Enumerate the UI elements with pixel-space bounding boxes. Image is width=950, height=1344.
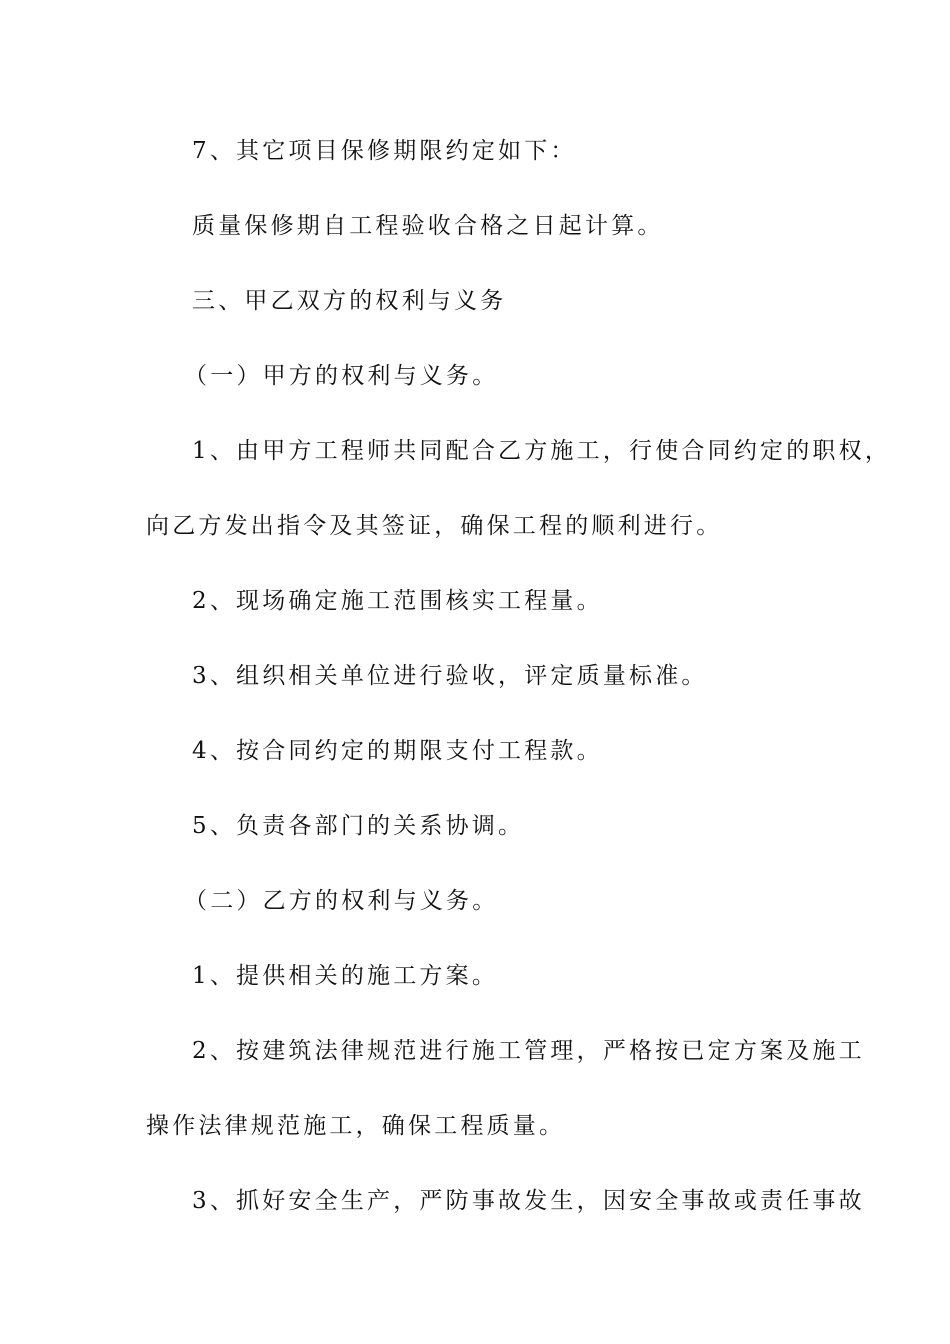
subsection-heading-b: （二）乙方的权利与义务。: [184, 888, 499, 914]
paragraph-line-14: 操作法律规范施工，确保工程质量。: [146, 1113, 566, 1139]
subsection-heading-a: （一）甲方的权利与义务。: [184, 363, 499, 389]
section-heading-3: 三、甲乙双方的权利与义务: [192, 288, 507, 314]
paragraph-line-6: 向乙方发出指令及其签证，确保工程的顺利进行。: [146, 513, 723, 539]
paragraph-line-13: 2、按建筑法律规范进行施工管理，严格按已定方案及施工: [192, 1038, 865, 1064]
paragraph-line-2: 质量保修期自工程验收合格之日起计算。: [192, 213, 664, 239]
paragraph-line-15: 3、抓好安全生产，严防事故发生，因安全事故或责任事故: [192, 1188, 865, 1214]
paragraph-line-10: 5、负责各部门的关系协调。: [192, 813, 525, 839]
paragraph-line-12: 1、提供相关的施工方案。: [192, 963, 499, 989]
paragraph-line-7: 2、现场确定施工范围核实工程量。: [192, 588, 603, 614]
paragraph-line-1: 7、其它项目保修期限约定如下：: [192, 138, 577, 164]
paragraph-line-5: 1、由甲方工程师共同配合乙方施工，行使合同约定的职权，: [192, 438, 892, 464]
paragraph-line-8: 3、组织相关单位进行验收，评定质量标准。: [192, 663, 708, 689]
paragraph-line-9: 4、按合同约定的期限支付工程款。: [192, 738, 603, 764]
